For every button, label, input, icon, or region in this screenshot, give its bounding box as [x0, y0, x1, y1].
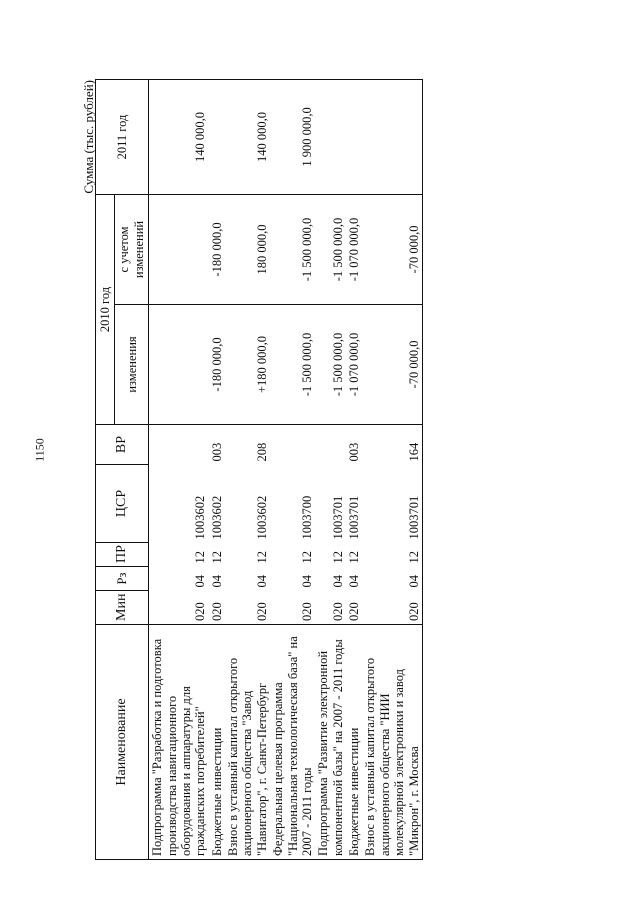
header-min: Мин — [96, 591, 149, 625]
row-rz: 04 — [193, 575, 208, 588]
row-vr: 003 — [209, 425, 225, 465]
row-with-changes — [149, 194, 209, 304]
row-2011 — [362, 79, 422, 194]
row-2011: 140 000,0 — [149, 79, 209, 194]
page-number: 1150 — [32, 438, 47, 462]
row-min: 020 — [209, 591, 225, 625]
row-pr: 12 — [347, 551, 361, 564]
row-csr: 1003602 — [193, 495, 208, 540]
row-name: Подпрограмма "Развитие электронной компонентной базы" на 2007 - 2011 годы — [315, 625, 346, 860]
row-pr: 12 — [362, 543, 422, 567]
row-csr: 1003701 — [330, 495, 345, 540]
budget-table — [95, 79, 423, 860]
row-changes: -180 000,0 — [209, 305, 225, 425]
row-name: Подпрограмма "Разработка и подготовка производства навигационного оборудования и аппаратуры для гражданских потребителей" — [149, 625, 209, 860]
row-changes — [149, 305, 209, 425]
row-name: Федеральная целевая программа "Национальная технологическая база" на 2007 - 2011 годы — [270, 625, 315, 860]
row-pr: 12 — [299, 551, 314, 564]
row-2011 — [346, 79, 362, 194]
row-2011 — [315, 79, 346, 194]
row-changes: -1 500 000,0 — [270, 305, 315, 425]
header-vr: ВР — [96, 425, 149, 465]
row-vr: 208 — [225, 425, 270, 465]
row-vr — [315, 425, 346, 465]
row-min: 020 — [362, 591, 422, 625]
table-row — [270, 79, 315, 859]
row-rz: 04 — [362, 567, 422, 591]
row-with-changes: -180 000,0 — [209, 194, 225, 304]
row-2011: 140 000,0 — [225, 79, 270, 194]
row-pr: 12 — [254, 551, 269, 564]
row-changes: -70 000,0 — [362, 305, 422, 425]
row-csr: 1003701 — [347, 495, 361, 540]
row-min: 020 — [149, 591, 209, 625]
header-name: Наименование — [96, 625, 149, 860]
header-changes: изменения — [115, 305, 149, 425]
table-row — [225, 79, 270, 859]
unit-note: Сумма (тыс. рублей) — [81, 80, 96, 194]
row-with-changes: 180 000,0 — [225, 194, 270, 304]
table-row — [315, 79, 346, 859]
document-page — [81, 80, 625, 860]
row-rz: 04 — [347, 575, 361, 588]
row-vr — [270, 425, 315, 465]
row-with-changes: -70 000,0 — [362, 194, 422, 304]
row-with-changes: -1 070 000,0 — [346, 194, 362, 304]
table-row — [209, 79, 225, 859]
row-csr: 1003602 — [254, 495, 269, 540]
row-min: 020 — [225, 591, 270, 625]
row-csr: 1003701 — [362, 465, 422, 543]
row-min: 020 — [346, 591, 362, 625]
header-pr: ПР — [96, 543, 149, 567]
row-name: Взнос в уставный капитал открытого акционерного общества "Завод "Навигатор", г. Санкт-Петербург — [225, 625, 270, 860]
row-rz: 04 — [254, 575, 269, 588]
table-row — [346, 79, 362, 859]
row-csr: 1003700 — [299, 495, 314, 540]
row-name: Взнос в уставный капитал открытого акционерного общества "НИИ молекулярной электроники и завод "Микрон", г. Москва — [362, 625, 422, 860]
row-with-changes: -1 500 000,0 — [315, 194, 346, 304]
row-min: 020 — [315, 591, 346, 625]
row-rz: 04 — [330, 575, 345, 588]
row-min: 020 — [270, 591, 315, 625]
row-rz: 04 — [209, 575, 224, 588]
header-year-2010: 2010 год — [96, 194, 115, 424]
header-year-2011: 2011 год — [96, 79, 149, 194]
row-vr — [149, 425, 209, 465]
row-pr: 12 — [209, 551, 224, 564]
row-changes: +180 000,0 — [225, 305, 270, 425]
table-row — [149, 79, 209, 859]
header-rz: Рз — [96, 567, 149, 591]
row-csr: 1003602 — [209, 495, 224, 540]
row-changes: -1 500 000,0 — [315, 305, 346, 425]
row-2011: 1 900 000,0 — [270, 79, 315, 194]
row-vr: 164 — [362, 425, 422, 465]
row-name: Бюджетные инвестиции — [209, 625, 225, 860]
header-with-changes: с учетом изменений — [115, 194, 149, 304]
row-with-changes: -1 500 000,0 — [270, 194, 315, 304]
row-pr: 12 — [193, 551, 208, 564]
row-vr: 003 — [346, 425, 362, 465]
row-pr: 12 — [330, 551, 345, 564]
row-name: Бюджетные инвестиции — [346, 625, 362, 860]
row-rz: 04 — [299, 575, 314, 588]
row-2011 — [209, 79, 225, 194]
table-row — [362, 79, 422, 859]
row-changes: -1 070 000,0 — [346, 305, 362, 425]
header-csr: ЦСР — [96, 465, 149, 543]
